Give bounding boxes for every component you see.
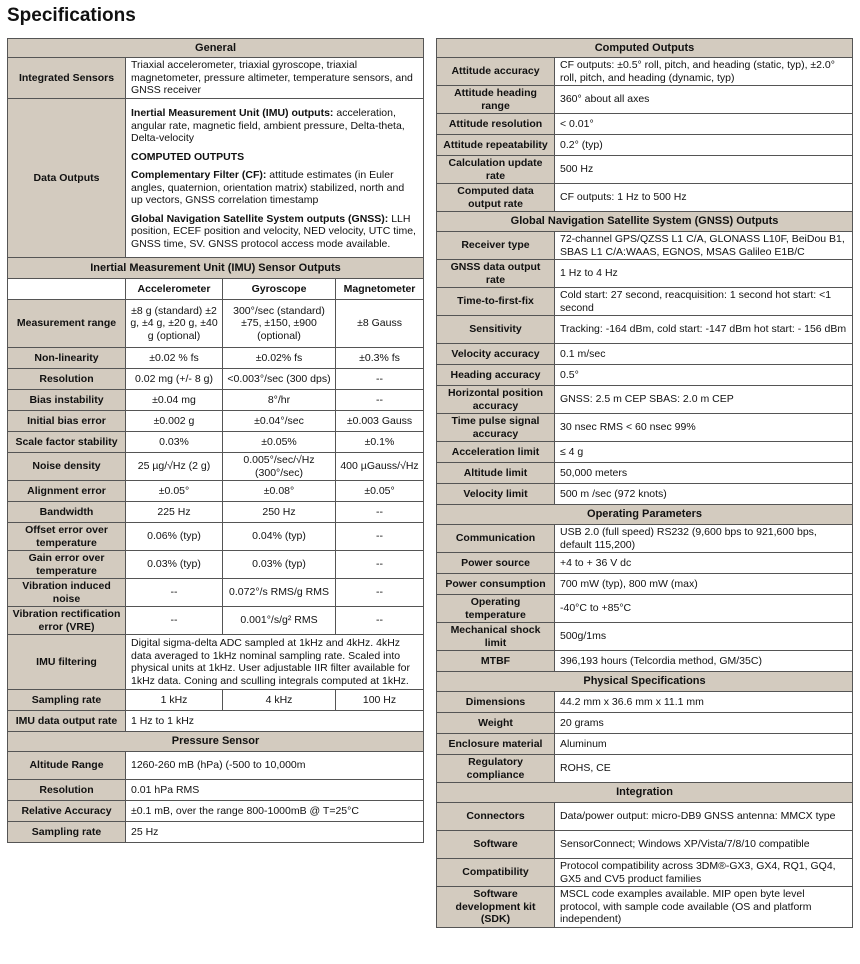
accelerometer-value: ±8 g (standard) ±2 g, ±4 g, ±20 g, ±40 g (optional) <box>126 300 223 348</box>
row-value: Tracking: -164 dBm, cold start: -147 dBm hot start: - 156 dBm <box>555 316 853 344</box>
row-label: Acceleration limit <box>437 442 555 463</box>
magnetometer-value: 100 Hz <box>336 690 424 711</box>
magnetometer-value: ±0.1% <box>336 432 424 453</box>
accelerometer-value: -- <box>126 579 223 607</box>
accelerometer-value: ±0.002 g <box>126 411 223 432</box>
row-value: MSCL code examples available. MIP open byte level protocol, with sample code available (OS and platform independent) <box>555 887 853 928</box>
row-label: Velocity accuracy <box>437 344 555 365</box>
page-title: Specifications <box>7 5 136 26</box>
column-header: Accelerometer <box>126 279 223 300</box>
row-label: Sampling rate <box>8 690 126 711</box>
magnetometer-value: -- <box>336 502 424 523</box>
gyroscope-value: 0.005°/sec/√Hz (300°/sec) <box>223 453 336 481</box>
imu-filtering-value: Digital sigma-delta ADC sampled at 1kHz and 4kHz. 4kHz data averaged to 1kHz nominal sampling rate. Scaled into physical units at 1kHz. User adjustable IIR filter available for 1kHz data. Coning and sculling integrals computed at 1kHz. <box>126 635 424 690</box>
row-label: GNSS data output rate <box>437 260 555 288</box>
row-value: Aluminum <box>555 734 853 755</box>
row-label: Resolution <box>8 369 126 390</box>
left-spec-table <box>7 38 424 843</box>
row-label: Gain error over temperature <box>8 551 126 579</box>
magnetometer-value: -- <box>336 551 424 579</box>
row-label: Sensitivity <box>437 316 555 344</box>
row-label: Calculation update rate <box>437 156 555 184</box>
row-value: 500 m /sec (972 knots) <box>555 484 853 505</box>
row-value: 0.5° <box>555 365 853 386</box>
imu-outputs-heading: Inertial Measurement Unit (IMU) outputs: <box>131 107 334 119</box>
row-value: CF outputs: 1 Hz to 500 Hz <box>555 184 853 212</box>
accelerometer-value: ±0.02 % fs <box>126 348 223 369</box>
gnss-outputs-text: LLH position, ECEF position and velocity, NED velocity, UTC time, GNSS time, SV. GNSS protocol access mode available. <box>131 212 416 250</box>
row-value: USB 2.0 (full speed) RS232 (9,600 bps to 921,600 bps, default 115,200) <box>555 525 853 553</box>
section-header-gnss-outputs: Global Navigation Satellite System (GNSS) Outputs <box>437 212 853 232</box>
magnetometer-value: -- <box>336 579 424 607</box>
magnetometer-value: -- <box>336 607 424 635</box>
row-label: Attitude accuracy <box>437 58 555 86</box>
gyroscope-value: 300°/sec (standard) ±75, ±150, ±900 (optional) <box>223 300 336 348</box>
data-outputs-value <box>126 99 424 258</box>
row-label: Measurement range <box>8 300 126 348</box>
gyroscope-value: <0.003°/sec (300 dps) <box>223 369 336 390</box>
row-label: Connectors <box>437 803 555 831</box>
right-spec-table <box>436 38 853 928</box>
gyroscope-value: 0.001°/s/g² RMS <box>223 607 336 635</box>
row-label: MTBF <box>437 651 555 672</box>
accelerometer-value: 0.03% <box>126 432 223 453</box>
row-label: Enclosure material <box>437 734 555 755</box>
magnetometer-value: ±8 Gauss <box>336 300 424 348</box>
accelerometer-value: 0.06% (typ) <box>126 523 223 551</box>
row-value: 500g/1ms <box>555 623 853 651</box>
row-label: Alignment error <box>8 481 126 502</box>
gyroscope-value: ±0.02% fs <box>223 348 336 369</box>
gyroscope-value: ±0.05% <box>223 432 336 453</box>
row-value: 1 Hz to 1 kHz <box>126 711 424 732</box>
row-value: 700 mW (typ), 800 mW (max) <box>555 574 853 595</box>
row-value: Protocol compatibility across 3DM®-GX3, GX4, RQ1, GQ4, GX5 and CV5 product families <box>555 859 853 887</box>
row-value: ROHS, CE <box>555 755 853 783</box>
accelerometer-value: 225 Hz <box>126 502 223 523</box>
section-header-integration: Integration <box>437 783 853 803</box>
row-label: Dimensions <box>437 692 555 713</box>
magnetometer-value: ±0.05° <box>336 481 424 502</box>
row-value: +4 to + 36 V dc <box>555 553 853 574</box>
row-label: Receiver type <box>437 232 555 260</box>
row-label: Power consumption <box>437 574 555 595</box>
row-label: IMU filtering <box>8 635 126 690</box>
row-value: Cold start: 27 second, reacquisition: 1 second hot start: <1 second <box>555 288 853 316</box>
section-header-computed-outputs: Computed Outputs <box>437 39 853 58</box>
gnss-outputs-heading: Global Navigation Satellite System outputs (GNSS): <box>131 212 389 225</box>
accelerometer-value: 1 kHz <box>126 690 223 711</box>
row-value: 30 nsec RMS < 60 nsec 99% <box>555 414 853 442</box>
row-value: 50,000 meters <box>555 463 853 484</box>
row-label: Altitude limit <box>437 463 555 484</box>
accelerometer-value: 25 µg/√Hz (2 g) <box>126 453 223 481</box>
row-label: Attitude resolution <box>437 114 555 135</box>
section-header-imu: Inertial Measurement Unit (IMU) Sensor Outputs <box>8 258 424 279</box>
row-label: Sampling rate <box>8 822 126 843</box>
row-label: Velocity limit <box>437 484 555 505</box>
row-value: ≤ 4 g <box>555 442 853 463</box>
computed-outputs-heading: COMPUTED OUTPUTS <box>131 150 245 163</box>
column-header-blank <box>8 279 126 300</box>
row-label: IMU data output rate <box>8 711 126 732</box>
row-label: Horizontal position accuracy <box>437 386 555 414</box>
row-value: GNSS: 2.5 m CEP SBAS: 2.0 m CEP <box>555 386 853 414</box>
row-label: Bias instability <box>8 390 126 411</box>
row-value: 44.2 mm x 36.6 mm x 11.1 mm <box>555 692 853 713</box>
row-value: 1 Hz to 4 Hz <box>555 260 853 288</box>
gyroscope-value: 8°/hr <box>223 390 336 411</box>
row-label: Relative Accuracy <box>8 801 126 822</box>
magnetometer-value: 400 µGauss/√Hz <box>336 453 424 481</box>
gyroscope-value: ±0.08° <box>223 481 336 502</box>
row-label: Heading accuracy <box>437 365 555 386</box>
row-label: Bandwidth <box>8 502 126 523</box>
row-label: Communication <box>437 525 555 553</box>
row-label: Noise density <box>8 453 126 481</box>
section-header-general: General <box>8 39 424 58</box>
accelerometer-value: 0.03% (typ) <box>126 551 223 579</box>
magnetometer-value: ±0.3% fs <box>336 348 424 369</box>
row-label: Compatibility <box>437 859 555 887</box>
row-label: Attitude repeatability <box>437 135 555 156</box>
row-value: Triaxial accelerometer, triaxial gyroscope, triaxial magnetometer, pressure altimeter, temperature sensors, and GNSS receiver <box>126 58 424 99</box>
row-label: Software <box>437 831 555 859</box>
gyroscope-value: 0.03% (typ) <box>223 551 336 579</box>
row-label: Operating temperature <box>437 595 555 623</box>
row-label: Non-linearity <box>8 348 126 369</box>
row-value: 1260-260 mB (hPa) (-500 to 10,000m <box>126 752 424 780</box>
row-label: Offset error over temperature <box>8 523 126 551</box>
row-value: SensorConnect; Windows XP/Vista/7/8/10 compatible <box>555 831 853 859</box>
row-value: < 0.01° <box>555 114 853 135</box>
column-header: Gyroscope <box>223 279 336 300</box>
row-label: Integrated Sensors <box>8 58 126 99</box>
row-value: 0.1 m/sec <box>555 344 853 365</box>
row-value: 0.01 hPa RMS <box>126 780 424 801</box>
row-value: 360° about all axes <box>555 86 853 114</box>
row-value: 20 grams <box>555 713 853 734</box>
row-label: Resolution <box>8 780 126 801</box>
accelerometer-value: ±0.04 mg <box>126 390 223 411</box>
row-label: Time-to-first-fix <box>437 288 555 316</box>
row-label: Initial bias error <box>8 411 126 432</box>
column-header: Magnetometer <box>336 279 424 300</box>
row-value: 0.2° (typ) <box>555 135 853 156</box>
row-label: Power source <box>437 553 555 574</box>
row-label: Weight <box>437 713 555 734</box>
row-label: Data Outputs <box>8 99 126 258</box>
row-label: Altitude Range <box>8 752 126 780</box>
row-value: Data/power output: micro-DB9 GNSS antenna: MMCX type <box>555 803 853 831</box>
section-header-pressure: Pressure Sensor <box>8 732 424 752</box>
section-header-physical-specifications: Physical Specifications <box>437 672 853 692</box>
gyroscope-value: ±0.04°/sec <box>223 411 336 432</box>
gyroscope-value: 0.072°/s RMS/g RMS <box>223 579 336 607</box>
row-value: -40°C to +85°C <box>555 595 853 623</box>
row-label: Vibration induced noise <box>8 579 126 607</box>
cf-heading: Complementary Filter (CF): <box>131 169 267 181</box>
row-value: 500 Hz <box>555 156 853 184</box>
row-label: Attitude heading range <box>437 86 555 114</box>
magnetometer-value: -- <box>336 523 424 551</box>
row-value: 72-channel GPS/QZSS L1 C/A, GLONASS L10F, BeiDou B1, SBAS L1 C/A:WAAS, EGNOS, MSAS Galileo E1B/C <box>555 232 853 260</box>
accelerometer-value: -- <box>126 607 223 635</box>
magnetometer-value: ±0.003 Gauss <box>336 411 424 432</box>
row-value: ±0.1 mB, over the range 800-1000mB @ T=25°C <box>126 801 424 822</box>
row-label: Regulatory compliance <box>437 755 555 783</box>
imu-outputs-text: acceleration, angular rate, magnetic field, ambient pressure, Delta-theta, Delta-velocity <box>131 107 405 144</box>
row-label: Computed data output rate <box>437 184 555 212</box>
gyroscope-value: 4 kHz <box>223 690 336 711</box>
row-label: Vibration rectification error (VRE) <box>8 607 126 635</box>
row-label: Scale factor stability <box>8 432 126 453</box>
magnetometer-value: -- <box>336 369 424 390</box>
row-value: 25 Hz <box>126 822 424 843</box>
gyroscope-value: 0.04% (typ) <box>223 523 336 551</box>
accelerometer-value: ±0.05° <box>126 481 223 502</box>
row-value: 396,193 hours (Telcordia method, GM/35C) <box>555 651 853 672</box>
row-label: Software development kit (SDK) <box>437 887 555 928</box>
row-label: Mechanical shock limit <box>437 623 555 651</box>
magnetometer-value: -- <box>336 390 424 411</box>
row-value: CF outputs: ±0.5° roll, pitch, and heading (static, typ), ±2.0° roll, pitch, and heading (dynamic, typ) <box>555 58 853 86</box>
accelerometer-value: 0.02 mg (+/- 8 g) <box>126 369 223 390</box>
gyroscope-value: 250 Hz <box>223 502 336 523</box>
cf-text: attitude estimates (in Euler angles, quaternion, orientation matrix) stabilized, north and up vectors, GNSS correlation timestamp <box>131 169 405 206</box>
row-label: Time pulse signal accuracy <box>437 414 555 442</box>
section-header-operating-parameters: Operating Parameters <box>437 505 853 525</box>
